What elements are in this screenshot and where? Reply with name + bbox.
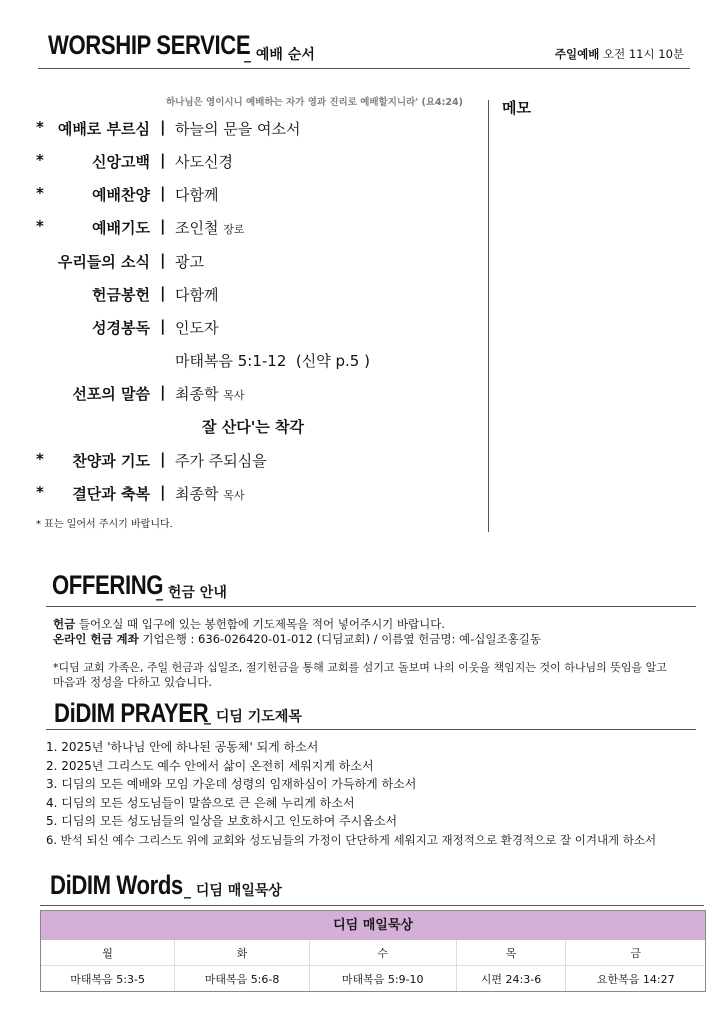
stand-marker: * <box>36 483 44 501</box>
stand-marker: * <box>36 118 44 136</box>
service-item-label: 예배기도 <box>92 219 150 237</box>
offering-line-1: 헌금 들어오실 때 입구에 있는 봉헌함에 기도제목을 적어 넣어주시기 바랍니다. <box>53 617 446 631</box>
offering-note <box>53 660 703 690</box>
service-item-value: 사도신경 <box>175 153 233 171</box>
weekday-row <box>41 940 705 966</box>
stand-marker: * <box>36 151 44 169</box>
reading-cell: 마태복음 5:9-10 <box>309 966 456 992</box>
service-item-value: 광고 <box>175 253 204 271</box>
reading-cell: 마태복음 5:3-5 <box>41 966 175 992</box>
worship-title: WORSHIP SERVICE <box>48 30 251 60</box>
service-item-label: 성경봉독 <box>92 319 150 337</box>
service-item <box>0 483 480 509</box>
service-item-value: 다함께 <box>175 186 219 204</box>
separator: | <box>160 118 166 136</box>
daily-reading-header: 디딤 매일묵상 <box>41 911 705 940</box>
offering-title: OFFERING <box>52 570 164 600</box>
service-item <box>0 151 480 177</box>
scripture-reference: 마태복음 5:1-12 (신약 p.5 ) <box>175 352 370 370</box>
service-item-value: 주가 주되심을 <box>175 452 267 470</box>
stand-marker: * <box>36 217 44 235</box>
prayer-item: 1. 2025년 '하나님 안에 하나된 공동체' 되게 하소서 <box>46 740 319 754</box>
service-item-label: 예배찬양 <box>92 186 150 204</box>
offering-note-line-2: 마음과 정성을 다하고 있습니다. <box>53 675 213 689</box>
sermon-title: 잘 산다'는 착각 <box>202 418 304 436</box>
weekday-cell: 월 <box>41 940 175 966</box>
service-item-value: 최종학 목사 <box>175 385 245 403</box>
prayer-item: 2. 2025년 그리스도 예수 안에서 삶이 온전히 세워지게 하소서 <box>46 758 374 773</box>
service-item <box>0 184 480 210</box>
worship-rule <box>38 68 690 69</box>
service-item-value: 조인철 장로 <box>175 219 245 237</box>
separator: | <box>160 450 166 468</box>
service-item-label: 헌금봉헌 <box>92 286 150 304</box>
service-item <box>0 383 480 409</box>
separator: | <box>160 184 166 202</box>
daily-reading-grid <box>41 940 705 991</box>
service-item-value: 다함께 <box>175 286 219 304</box>
separator: | <box>160 217 166 235</box>
service-time-value: 오전 11시 10분 <box>602 47 684 61</box>
worship-subtitle: _ 예배 순서 <box>244 47 315 63</box>
service-item <box>0 251 480 277</box>
reading-cell: 시편 24:3-6 <box>456 966 566 992</box>
separator: | <box>160 284 166 302</box>
separator: | <box>160 251 166 269</box>
reading-row <box>41 966 705 992</box>
service-item <box>0 317 480 343</box>
prayer-rule <box>46 729 696 730</box>
prayer-list <box>46 738 656 849</box>
weekday-cell: 목 <box>456 940 566 966</box>
separator: | <box>160 151 166 169</box>
prayer-item: 5. 디딤의 모든 성도님들의 일상을 보호하시고 인도하여 주시옵소서 <box>46 814 398 828</box>
service-item <box>0 118 480 144</box>
memo-divider <box>488 100 489 532</box>
service-item <box>0 450 480 476</box>
title-suffix: 장로 <box>223 223 245 236</box>
standing-note: * 표는 일어서 주시기 바랍니다. <box>36 519 173 530</box>
service-time-label: 주일예배 <box>554 47 600 61</box>
offering-rule <box>46 606 696 607</box>
service-item-label: 찬양과 기도 <box>72 452 150 470</box>
service-item-label: 신앙고백 <box>92 153 150 171</box>
words-subtitle: _ 디딤 매일묵상 <box>184 883 282 899</box>
stand-marker: * <box>36 184 44 202</box>
service-item-value: 최종학 목사 <box>175 485 245 503</box>
weekday-cell: 금 <box>566 940 705 966</box>
separator: | <box>160 383 166 401</box>
separator: | <box>160 317 166 335</box>
title-suffix: 목사 <box>223 489 245 502</box>
prayer-item: 4. 디딤의 모든 성도님들이 말씀으로 큰 은혜 누리게 하소서 <box>46 795 355 810</box>
daily-reading-table <box>40 910 706 992</box>
memo-label: 메모 <box>502 99 531 117</box>
service-item-label: 예배로 부르심 <box>57 120 150 138</box>
service-item-label: 선포의 말씀 <box>72 385 150 403</box>
verse: 하나님은 영이시니 예배하는 자가 영과 진리로 예배할지니라' (요4:24) <box>166 97 463 108</box>
prayer-title: DiDIM PRAYER <box>54 698 209 728</box>
weekday-cell: 수 <box>309 940 456 966</box>
reading-cell: 요한복음 14:27 <box>596 972 675 986</box>
service-time <box>555 46 684 62</box>
offering-subtitle: _ 헌금 안내 <box>156 585 227 601</box>
words-title: DiDIM Words <box>50 870 183 900</box>
service-item-value: 하늘의 문을 여소서 <box>175 120 301 138</box>
service-item <box>0 217 480 243</box>
words-rule <box>40 905 704 906</box>
prayer-item: 6. 반석 되신 예수 그리스도 위에 교회와 성도님들의 가정이 단단하게 세워지고 재정적으로 환경적으로 잘 이겨내게 하소서 <box>46 832 657 847</box>
service-item-label: 결단과 축복 <box>72 485 150 503</box>
prayer-subtitle: _ 디딤 기도제목 <box>204 709 302 725</box>
stand-marker: * <box>36 450 44 468</box>
service-item-label: 우리들의 소식 <box>57 253 150 271</box>
service-item-value: 인도자 <box>175 319 219 337</box>
offering-info <box>53 617 541 647</box>
service-item <box>0 284 480 310</box>
offering-line-2: 온라인 헌금 계좌 기업은행 : 636-026420-01-012 (디딤교회) / 이름옆 헌금명: 예-십일조홍길동 <box>53 632 541 646</box>
prayer-item: 3. 디딤의 모든 예배와 모임 가운데 성령의 임재하심이 가득하게 하소서 <box>46 777 417 791</box>
weekday-cell: 화 <box>175 940 310 966</box>
title-suffix: 목사 <box>223 389 245 402</box>
offering-note-line-1: *디딤 교회 가족은, 주일 헌금과 십일조, 절기헌금을 통해 교회를 섬기고 돌보며 나의 이웃을 책임지는 것이 하나님의 뜻임을 알고 <box>53 661 667 674</box>
separator: | <box>160 483 166 501</box>
reading-cell: 마태복음 5:6-8 <box>175 966 310 992</box>
